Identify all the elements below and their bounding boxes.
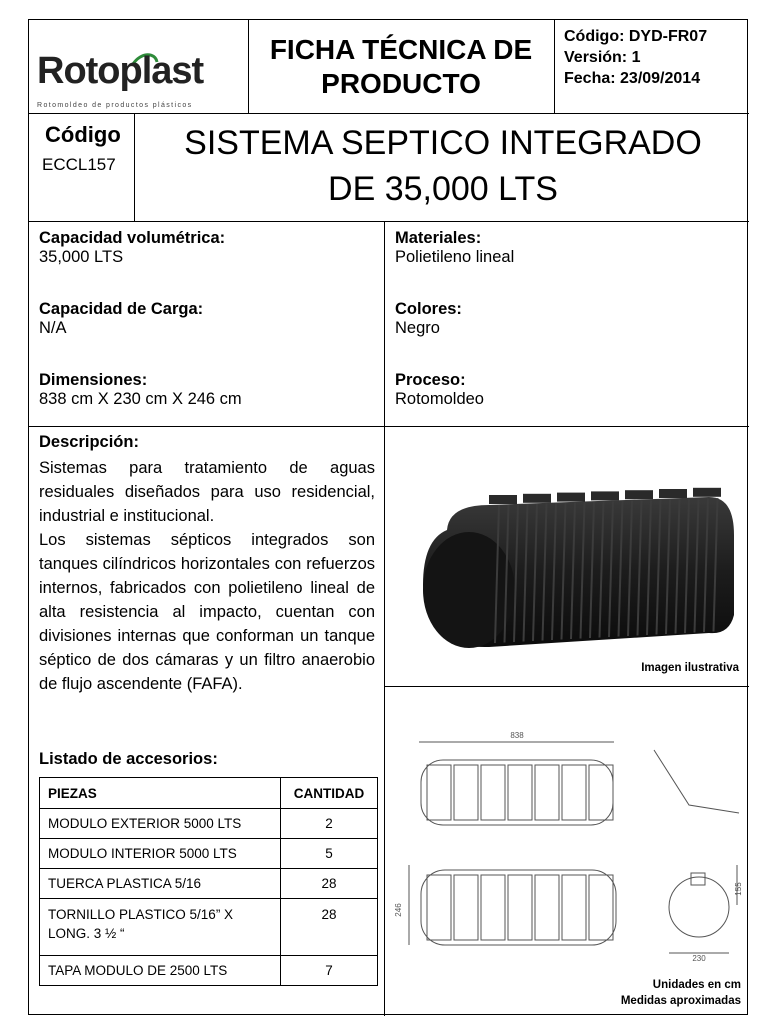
module-cell (481, 765, 505, 820)
table-row (40, 869, 378, 899)
tank-lid (625, 490, 653, 499)
document-title-line-2: PRODUCTO (321, 67, 481, 99)
piece-name: TUERCA PLASTICA 5/16 (40, 869, 281, 899)
table-row (40, 839, 378, 869)
dimension-lid-height: 155 (734, 882, 743, 896)
piece-quantity: 28 (281, 869, 378, 899)
piece-quantity: 5 (281, 839, 378, 869)
drawing-caption-approx: Medidas aproximadas (620, 995, 741, 1007)
drawing-caption-units: Unidades en cm (652, 979, 741, 991)
spec-materials (395, 229, 514, 267)
piece-quantity: 7 (281, 956, 378, 986)
spec-label: Proceso: (395, 371, 466, 389)
divider (554, 20, 555, 113)
company-logo (29, 20, 248, 113)
document-meta (564, 26, 744, 89)
divider (29, 221, 749, 222)
spec-load (39, 300, 203, 338)
top-view-modules (427, 765, 613, 820)
dimension-length: 838 (510, 731, 524, 740)
description-paragraph: Los sistemas sépticos integrados son tanques cilíndricos horizontales con refuerzos internos, fabricados con polietileno lineal de alta resistencia al impacto, cuentan con divisiones internas que conforman un tanque séptico de dos cámaras y un filtro anaerobio de flujo ascendente (FAFA). (39, 531, 375, 693)
divider (384, 221, 385, 1016)
spec-label: Dimensiones: (39, 371, 148, 389)
module-cell (535, 875, 559, 940)
tank-photo (389, 435, 745, 675)
end-view-outline (669, 877, 729, 937)
spec-label: Capacidad de Carga: (39, 300, 204, 318)
module-cell (508, 875, 532, 940)
drawing-captions (549, 977, 741, 1009)
table-row (40, 899, 378, 956)
tank-lid (591, 491, 619, 500)
datasheet (28, 19, 748, 1015)
spec-value: N/A (39, 319, 67, 337)
module-cell (427, 765, 451, 820)
spec-label: Materiales: (395, 229, 482, 247)
technical-drawing (389, 725, 745, 965)
piece-name: TAPA MODULO DE 2500 LTS (40, 956, 281, 986)
table-row (40, 809, 378, 839)
module-cell (589, 875, 613, 940)
top-view-outline (421, 760, 613, 825)
iso-sketch-line (654, 750, 739, 813)
product-title-line-2: DE 35,000 LTS (328, 170, 558, 208)
module-cell (427, 875, 451, 940)
product-title-line-1: SISTEMA SEPTICO INTEGRADO (184, 124, 702, 162)
description-body (39, 456, 375, 696)
side-view-modules (427, 875, 613, 940)
spec-value: 35,000 LTS (39, 248, 124, 266)
spec-value: Negro (395, 319, 440, 337)
spec-colors (395, 300, 462, 338)
divider (29, 113, 749, 114)
dimension-width: 230 (692, 954, 706, 963)
document-version: Versión: 1 (564, 49, 641, 66)
side-view-outline (421, 870, 616, 945)
document-date: Fecha: 23/09/2014 (564, 70, 701, 87)
accessories-title: Listado de accesorios: (39, 750, 218, 768)
logo-tagline: Rotomoldeo de productos plásticos (37, 102, 193, 109)
document-title-line-1: FICHA TÉCNICA DE (269, 33, 533, 65)
spec-value: 838 cm X 230 cm X 246 cm (39, 390, 242, 408)
divider (384, 686, 749, 687)
module-cell (562, 875, 586, 940)
piece-name: TORNILLO PLASTICO 5/16” X LONG. 3 ½ “ (40, 899, 281, 956)
tank-lid (557, 493, 585, 502)
accessories-table (39, 777, 378, 986)
tank-lid (659, 489, 687, 498)
spec-process (395, 371, 484, 409)
module-cell (454, 875, 478, 940)
tank-lid (489, 495, 517, 504)
module-cell (508, 765, 532, 820)
document-title (248, 20, 554, 113)
divider (29, 426, 749, 427)
description-paragraph: Sistemas para tratamiento de aguas residuales diseñados para uso residencial, industrial e institucional. (39, 459, 375, 525)
end-view-lid (691, 873, 705, 885)
module-cell (589, 765, 613, 820)
piece-name: MODULO EXTERIOR 5000 LTS (40, 809, 281, 839)
column-header-quantity: CANTIDAD (281, 778, 378, 809)
tank-lid (523, 494, 551, 503)
piece-quantity: 2 (281, 809, 378, 839)
document-code: Código: DYD-FR07 (564, 28, 708, 45)
piece-name: MODULO INTERIOR 5000 LTS (40, 839, 281, 869)
spec-capacity (39, 229, 225, 267)
tank-lid (693, 488, 721, 497)
description-title: Descripción: (39, 433, 139, 451)
tank-end-cap (423, 532, 515, 648)
table-row (40, 956, 378, 986)
spec-value: Rotomoldeo (395, 390, 484, 408)
logo-wordmark: Rotoplast (37, 50, 204, 92)
module-cell (481, 875, 505, 940)
table-header-row (40, 778, 378, 809)
spec-label: Colores: (395, 300, 462, 318)
product-code-label: Código (45, 122, 121, 147)
piece-quantity: 28 (281, 899, 378, 956)
spec-value: Polietileno lineal (395, 248, 515, 266)
module-cell (562, 765, 586, 820)
product-title (137, 120, 749, 212)
column-header-pieces: PIEZAS (40, 778, 281, 809)
module-cell (454, 765, 478, 820)
divider (134, 113, 135, 221)
spec-dimensions (39, 371, 242, 409)
photo-caption: Imagen ilustrativa (641, 662, 739, 674)
product-code-value: ECCL157 (42, 155, 116, 174)
spec-label: Capacidad volumétrica: (39, 229, 226, 247)
dimension-height: 246 (394, 903, 403, 917)
module-cell (535, 765, 559, 820)
